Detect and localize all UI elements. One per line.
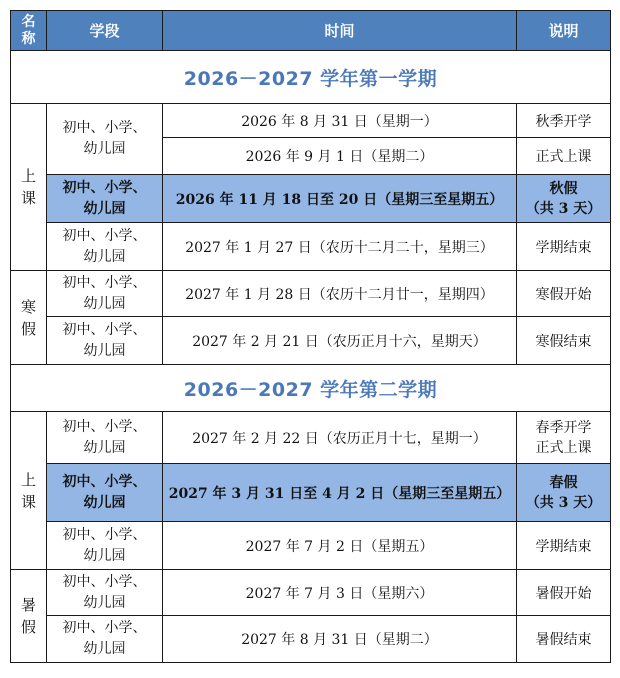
header-stage: 学段 <box>47 11 163 51</box>
stage-cell: 初中、小学、 幼儿园 <box>47 412 163 464</box>
note-cell: 暑假结束 <box>517 616 611 663</box>
table-row <box>11 522 611 570</box>
time-cell: 2027 年 2 月 22 日（农历正月十七，星期一） <box>163 412 517 464</box>
note-cell: 春假 （共 3 天） <box>517 464 611 522</box>
table-row-highlighted <box>11 175 611 223</box>
stage-cell: 初中、小学、 幼儿园 <box>47 175 163 223</box>
stage-cell: 初中、小学、 幼儿园 <box>47 464 163 522</box>
time-cell: 2027 年 2 月 21 日（农历正月十六，星期天） <box>163 317 517 365</box>
note-cell: 秋假 （共 3 天） <box>517 175 611 223</box>
category-summer: 暑 假 <box>11 570 47 663</box>
time-cell: 2027 年 7 月 3 日（星期六） <box>163 570 517 616</box>
time-cell: 2026 年 11 月 18 日至 20 日（星期三至星期五） <box>163 175 517 223</box>
section-title-row <box>11 51 611 104</box>
semester-2-title: 2026－2027 学年第二学期 <box>11 365 611 412</box>
header-time: 时间 <box>163 11 517 51</box>
note-cell: 春季开学 正式上课 <box>517 412 611 464</box>
stage-cell: 初中、小学、 幼儿园 <box>47 522 163 570</box>
note-cell: 秋季开学 <box>517 104 611 138</box>
note-cell: 寒假结束 <box>517 317 611 365</box>
stage-cell: 初中、小学、 幼儿园 <box>47 223 163 271</box>
category-class: 上 课 <box>11 412 47 570</box>
stage-cell: 初中、小学、 幼儿园 <box>47 271 163 317</box>
table-row-highlighted <box>11 464 611 522</box>
table-header-row <box>11 11 611 51</box>
time-cell: 2027 年 1 月 28 日（农历十二月廿一，星期四） <box>163 271 517 317</box>
note-cell: 学期结束 <box>517 223 611 271</box>
note-cell: 学期结束 <box>517 522 611 570</box>
stage-cell: 初中、小学、 幼儿园 <box>47 104 163 175</box>
header-name: 名 称 <box>11 11 47 51</box>
stage-cell: 初中、小学、 幼儿园 <box>47 317 163 365</box>
school-calendar-table <box>10 10 611 663</box>
time-cell: 2026 年 8 月 31 日（星期一） <box>163 104 517 138</box>
table-row <box>11 223 611 271</box>
stage-cell: 初中、小学、 幼儿园 <box>47 570 163 616</box>
table-row <box>11 616 611 663</box>
category-class: 上 课 <box>11 104 47 271</box>
category-winter: 寒 假 <box>11 271 47 365</box>
note-cell: 正式上课 <box>517 138 611 175</box>
semester-1-title: 2026－2027 学年第一学期 <box>11 51 611 104</box>
time-cell: 2027 年 1 月 27 日（农历十二月二十，星期三） <box>163 223 517 271</box>
header-note: 说明 <box>517 11 611 51</box>
table-row <box>11 317 611 365</box>
time-cell: 2027 年 3 月 31 日至 4 月 2 日（星期三至星期五） <box>163 464 517 522</box>
table-row <box>11 271 611 317</box>
note-cell: 暑假开始 <box>517 570 611 616</box>
stage-cell: 初中、小学、 幼儿园 <box>47 616 163 663</box>
time-cell: 2027 年 8 月 31 日（星期二） <box>163 616 517 663</box>
table-row <box>11 104 611 138</box>
table-row <box>11 570 611 616</box>
section-title-row <box>11 365 611 412</box>
table-row <box>11 412 611 464</box>
time-cell: 2027 年 7 月 2 日（星期五） <box>163 522 517 570</box>
time-cell: 2026 年 9 月 1 日（星期二） <box>163 138 517 175</box>
note-cell: 寒假开始 <box>517 271 611 317</box>
